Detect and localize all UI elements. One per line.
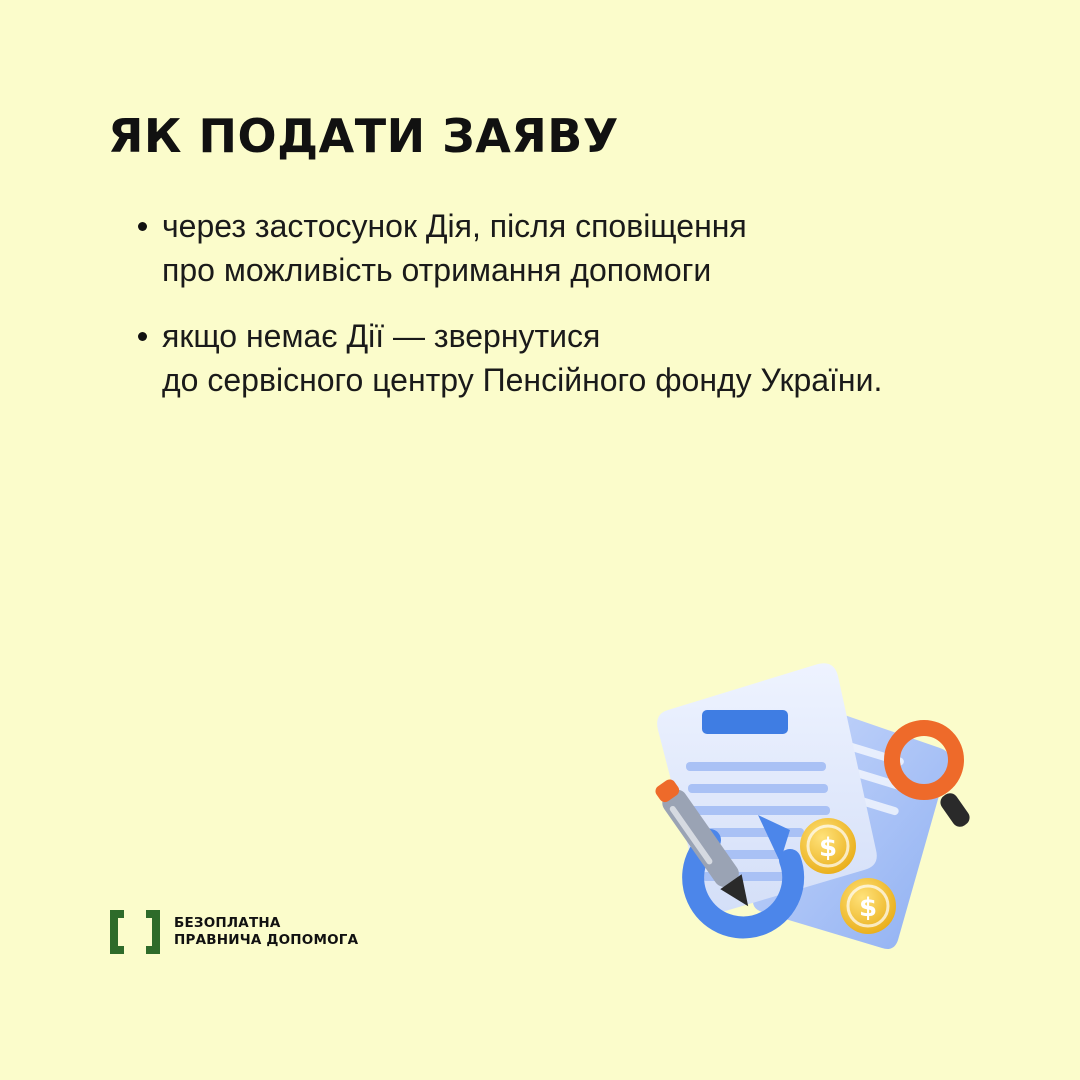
logo-text xyxy=(174,915,358,949)
bullet-line: до сервісного центру Пенсійного фонду України. xyxy=(162,362,883,398)
bullet-dot-icon xyxy=(138,222,147,231)
page-title: ЯК ПОДАТИ ЗАЯВУ xyxy=(108,109,619,163)
brand-logo xyxy=(108,908,358,956)
svg-text:$: $ xyxy=(858,893,878,923)
list-item xyxy=(136,204,976,292)
coin-icon xyxy=(840,878,896,934)
coin-icon xyxy=(800,818,856,874)
bullet-dot-icon xyxy=(138,332,147,341)
list-item xyxy=(136,314,976,402)
bullet-line: про можливість отримання допомоги xyxy=(162,252,712,288)
logo-line-1: БЕЗОПЛАТНА xyxy=(174,915,281,931)
bullet-line: через застосунок Дія, після сповіщення xyxy=(162,208,747,244)
application-illustration xyxy=(640,650,990,970)
svg-text:$: $ xyxy=(818,833,838,863)
bracket-logo-icon xyxy=(108,908,162,956)
logo-line-2: ПРАВНИЧА ДОПОМОГА xyxy=(174,932,359,948)
bullet-line: якщо немає Дії — звернутися xyxy=(162,318,601,354)
bullet-list xyxy=(136,204,976,424)
